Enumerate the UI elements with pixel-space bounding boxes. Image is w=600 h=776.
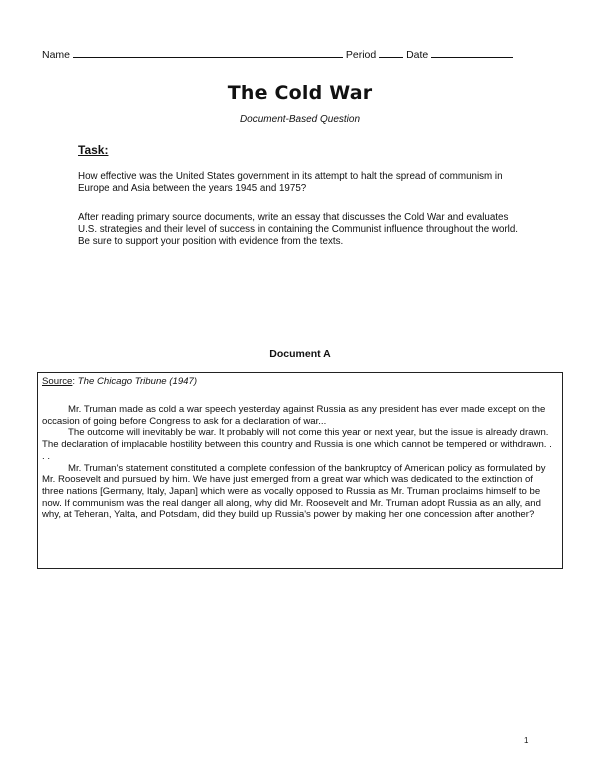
task-instructions: After reading primary source documents, write an essay that discusses the Cold War and evaluates U.S. strategies and their level of success in containing the Communist influence throughout the world. Be sure to support your position with evidence from the texts. [78, 212, 519, 248]
document-a-heading: Document A [269, 348, 331, 360]
source-label: Source [42, 376, 73, 387]
name-field[interactable] [73, 47, 343, 58]
task-heading: Task: [78, 143, 109, 157]
document-a-source [42, 376, 197, 387]
quote-paragraph: Mr. Truman made as cold a war speech yesterday against Russia as any president has ever made except on the occasion of going before Congress to ask for a declaration of war... [42, 404, 546, 427]
task-question: How effective was the United States government in its attempt to halt the spread of communism in Europe and Asia between the years 1945 and 1975? [78, 171, 503, 195]
period-field[interactable] [379, 47, 403, 58]
quote-paragraph: The outcome will inevitably be war. It probably will not come this year or next year, but the issue is already drawn. The declaration of implacable hostility between this country and Russia is one which cannot be tempered or withdrawn. . . . [42, 427, 552, 462]
document-a-quote [42, 404, 556, 521]
source-publication: The Chicago Tribune (1947) [77, 376, 198, 387]
page-subtitle: Document-Based Question [239, 114, 361, 125]
page-title: The Cold War [227, 82, 373, 104]
date-field[interactable] [431, 47, 513, 58]
page-number: 1 [524, 736, 529, 745]
name-label: Name [42, 49, 71, 61]
date-label: Date [406, 49, 429, 61]
quote-paragraph: Mr. Truman's statement constituted a complete confession of the bankruptcy of American policy as formulated by Mr. Roosevelt and pursued by him. We have just emerged from a great war which was dedicated to the extinction of three nations [Germany, Italy, Japan] which were as vocally opposed to Russia as Mr. Truman proclaims himself to be now. If communism was the real danger all along, why did Mr. Roosevelt and Mr. Truman adopt Russia as an ally, and why, at Teheran, Yalta, and Potsdam, did they build up Russia's power by making her one concession after another? [42, 462, 546, 521]
period-label: Period [345, 49, 377, 61]
student-info-header [42, 47, 513, 61]
source-separator: : [72, 376, 76, 387]
